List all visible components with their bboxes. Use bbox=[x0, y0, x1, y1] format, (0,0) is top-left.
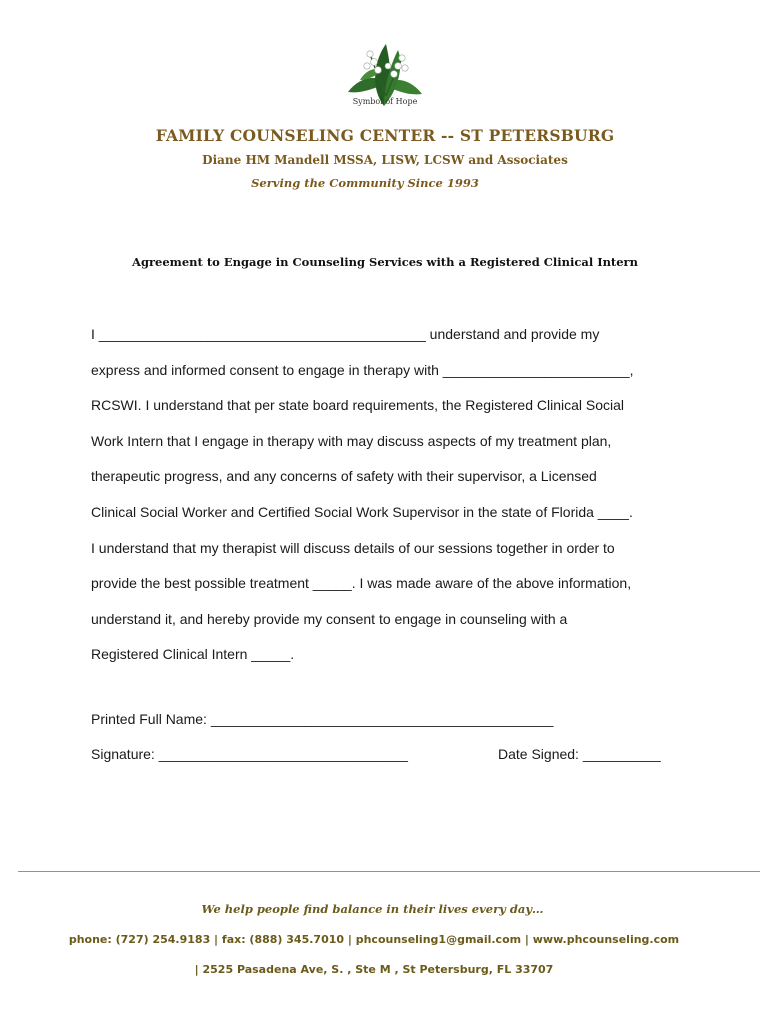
body-line: therapeutic progress, and any concerns of safety with their supervisor, a Licensed bbox=[91, 468, 597, 485]
body-line: Clinical Social Worker and Certified Social Work Supervisor in the state of Florida ____. bbox=[91, 503, 633, 520]
printed-name-field: Printed Full Name: ____________________________________________ bbox=[91, 711, 554, 727]
body-line: RCSWI. I understand that per state board requirements, the Registered Clinical Social bbox=[91, 397, 625, 414]
footer-tagline: We help people find balance in their lives every day… bbox=[201, 902, 544, 916]
footer-divider bbox=[18, 871, 760, 872]
org-tagline: Serving the Community Since 1993 bbox=[251, 176, 479, 190]
body-line: I understand that my therapist will discuss details of our sessions together in order to bbox=[91, 539, 615, 556]
org-name: FAMILY COUNSELING CENTER -- ST PETERSBURG bbox=[155, 126, 615, 145]
document-title: Agreement to Engage in Counseling Services with a Registered Clinical Intern bbox=[132, 255, 638, 269]
date-signed-field: Date Signed: __________ bbox=[498, 746, 661, 762]
body-line: Work Intern that I engage in therapy with may discuss aspects of my treatment plan, bbox=[91, 432, 612, 449]
signature-field: Signature: ________________________________ bbox=[91, 746, 408, 762]
logo-caption: Symbol of Hope bbox=[352, 97, 418, 106]
org-subtitle: Diane HM Mandell MSSA, LISW, LCSW and Associates bbox=[202, 153, 568, 167]
body-line: I __________________________________________ understand and provide my bbox=[91, 326, 600, 342]
footer-address: | 2525 Pasadena Ave, S. , Ste M , St Petersburg, FL 33707 bbox=[194, 963, 554, 976]
body-line: provide the best possible treatment _____. I was made aware of the above information, bbox=[91, 575, 632, 592]
body-line: express and informed consent to engage in therapy with ________________________, bbox=[91, 361, 634, 378]
body-line: Registered Clinical Intern _____. bbox=[91, 646, 295, 663]
consent-body bbox=[91, 317, 691, 673]
footer-contact: phone: (727) 254.9183 | fax: (888) 345.7010 | phcounseling1@gmail.com | www.phcounseling.com bbox=[68, 933, 680, 946]
body-line: understand it, and hereby provide my consent to engage in counseling with a bbox=[91, 610, 568, 627]
